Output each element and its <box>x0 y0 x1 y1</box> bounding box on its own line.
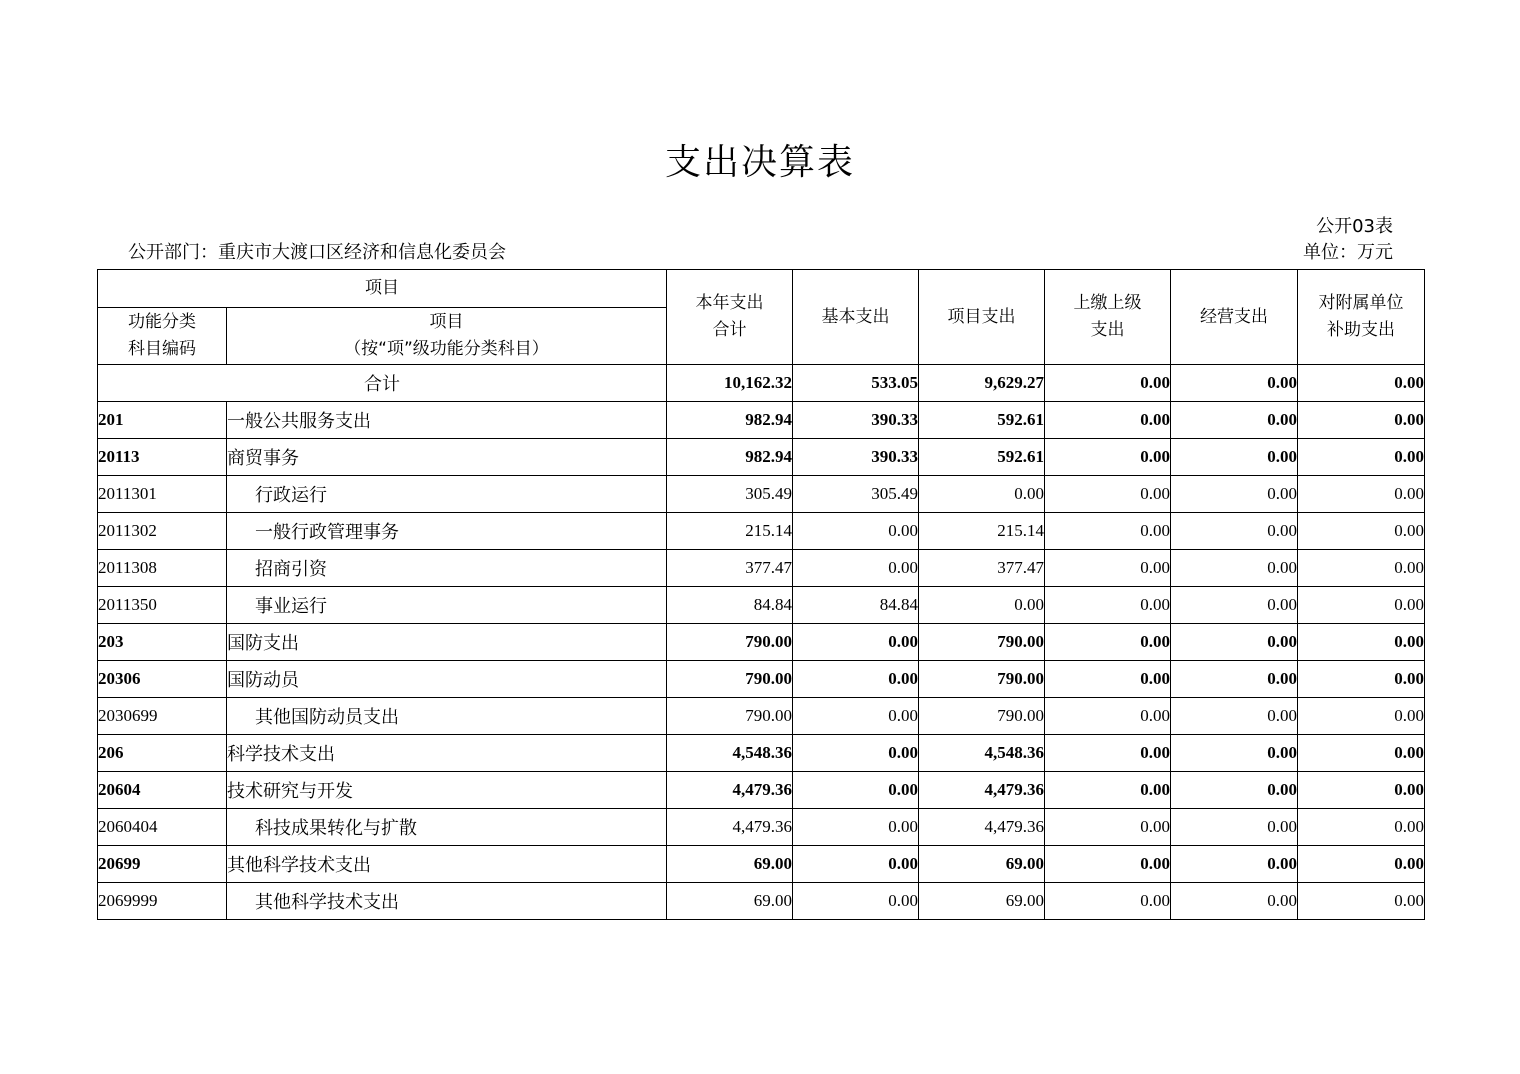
row-code: 206 <box>98 735 227 772</box>
row-basic: 390.33 <box>793 402 919 439</box>
row-basic: 305.49 <box>793 476 919 513</box>
row-subsidy: 0.00 <box>1298 550 1425 587</box>
row-name: 科技成果转化与扩散 <box>227 809 667 846</box>
row-upper: 0.00 <box>1045 402 1171 439</box>
table-row <box>98 735 1425 772</box>
row-project: 592.61 <box>919 402 1045 439</box>
row-upper: 0.00 <box>1045 772 1171 809</box>
row-basic: 390.33 <box>793 439 919 476</box>
row-business: 0.00 <box>1171 772 1298 809</box>
total-label: 合计 <box>98 365 667 402</box>
header-business: 经营支出 <box>1171 270 1298 365</box>
row-basic: 0.00 <box>793 883 919 920</box>
row-subsidy: 0.00 <box>1298 439 1425 476</box>
row-business: 0.00 <box>1171 624 1298 661</box>
row-name: 国防动员 <box>227 661 667 698</box>
row-name: 科学技术支出 <box>227 735 667 772</box>
row-business: 0.00 <box>1171 735 1298 772</box>
row-basic: 0.00 <box>793 809 919 846</box>
row-subsidy: 0.00 <box>1298 735 1425 772</box>
row-code: 20699 <box>98 846 227 883</box>
total-cell-business: 0.00 <box>1171 365 1298 402</box>
header-upper: 上缴上级 支出 <box>1045 270 1171 365</box>
unit-label: 单位：万元 <box>1303 242 1393 263</box>
row-business: 0.00 <box>1171 809 1298 846</box>
row-upper: 0.00 <box>1045 883 1171 920</box>
row-business: 0.00 <box>1171 476 1298 513</box>
total-cell-total: 10,162.32 <box>667 365 793 402</box>
row-code: 20306 <box>98 661 227 698</box>
row-total: 982.94 <box>667 439 793 476</box>
row-name: 一般行政管理事务 <box>227 513 667 550</box>
row-upper: 0.00 <box>1045 698 1171 735</box>
row-project: 69.00 <box>919 846 1045 883</box>
row-total: 790.00 <box>667 624 793 661</box>
header-project: 项目支出 <box>919 270 1045 365</box>
row-total: 69.00 <box>667 883 793 920</box>
header-total: 本年支出 合计 <box>667 270 793 365</box>
row-business: 0.00 <box>1171 587 1298 624</box>
row-code: 201 <box>98 402 227 439</box>
row-name: 事业运行 <box>227 587 667 624</box>
table-row <box>98 513 1425 550</box>
table-number: 公开03表 <box>1316 216 1393 237</box>
row-project: 377.47 <box>919 550 1045 587</box>
row-code: 2011308 <box>98 550 227 587</box>
header-code: 功能分类 科目编码 <box>98 308 227 365</box>
row-basic: 0.00 <box>793 698 919 735</box>
row-basic: 0.00 <box>793 624 919 661</box>
header-basic: 基本支出 <box>793 270 919 365</box>
row-subsidy: 0.00 <box>1298 809 1425 846</box>
row-basic: 0.00 <box>793 772 919 809</box>
row-code: 2011302 <box>98 513 227 550</box>
row-name: 商贸事务 <box>227 439 667 476</box>
row-basic: 0.00 <box>793 513 919 550</box>
row-name: 一般公共服务支出 <box>227 402 667 439</box>
total-cell-project: 9,629.27 <box>919 365 1045 402</box>
row-subsidy: 0.00 <box>1298 513 1425 550</box>
row-total: 215.14 <box>667 513 793 550</box>
row-code: 2030699 <box>98 698 227 735</box>
row-business: 0.00 <box>1171 661 1298 698</box>
row-upper: 0.00 <box>1045 735 1171 772</box>
row-subsidy: 0.00 <box>1298 661 1425 698</box>
row-business: 0.00 <box>1171 439 1298 476</box>
total-cell-upper: 0.00 <box>1045 365 1171 402</box>
row-name: 其他科学技术支出 <box>227 846 667 883</box>
table-row <box>98 698 1425 735</box>
department-label: 公开部门：重庆市大渡口区经济和信息化委员会 <box>128 242 506 263</box>
table-row <box>98 883 1425 920</box>
row-project: 4,548.36 <box>919 735 1045 772</box>
row-project: 592.61 <box>919 439 1045 476</box>
row-total: 377.47 <box>667 550 793 587</box>
row-upper: 0.00 <box>1045 624 1171 661</box>
table-row <box>98 402 1425 439</box>
row-subsidy: 0.00 <box>1298 846 1425 883</box>
row-project: 0.00 <box>919 587 1045 624</box>
row-project: 790.00 <box>919 661 1045 698</box>
table-row <box>98 476 1425 513</box>
row-subsidy: 0.00 <box>1298 402 1425 439</box>
row-name: 行政运行 <box>227 476 667 513</box>
table-row <box>98 661 1425 698</box>
row-project: 4,479.36 <box>919 809 1045 846</box>
row-business: 0.00 <box>1171 550 1298 587</box>
row-subsidy: 0.00 <box>1298 476 1425 513</box>
row-basic: 0.00 <box>793 550 919 587</box>
row-code: 2011301 <box>98 476 227 513</box>
row-business: 0.00 <box>1171 513 1298 550</box>
row-total: 790.00 <box>667 661 793 698</box>
row-subsidy: 0.00 <box>1298 587 1425 624</box>
row-basic: 0.00 <box>793 735 919 772</box>
row-project: 4,479.36 <box>919 772 1045 809</box>
row-name: 国防支出 <box>227 624 667 661</box>
row-total: 4,548.36 <box>667 735 793 772</box>
row-name: 其他科学技术支出 <box>227 883 667 920</box>
row-code: 20113 <box>98 439 227 476</box>
row-total: 4,479.36 <box>667 809 793 846</box>
row-basic: 0.00 <box>793 846 919 883</box>
header-name: 项目 （按“项”级功能分类科目） <box>227 308 667 365</box>
row-project: 69.00 <box>919 883 1045 920</box>
row-upper: 0.00 <box>1045 439 1171 476</box>
table-row <box>98 624 1425 661</box>
row-business: 0.00 <box>1171 883 1298 920</box>
row-project: 790.00 <box>919 624 1045 661</box>
row-basic: 0.00 <box>793 661 919 698</box>
row-upper: 0.00 <box>1045 513 1171 550</box>
row-subsidy: 0.00 <box>1298 624 1425 661</box>
row-subsidy: 0.00 <box>1298 772 1425 809</box>
row-total: 84.84 <box>667 587 793 624</box>
row-upper: 0.00 <box>1045 476 1171 513</box>
row-business: 0.00 <box>1171 402 1298 439</box>
table-row <box>98 772 1425 809</box>
row-business: 0.00 <box>1171 846 1298 883</box>
row-project: 0.00 <box>919 476 1045 513</box>
table-row <box>98 846 1425 883</box>
row-total: 982.94 <box>667 402 793 439</box>
table-row <box>98 439 1425 476</box>
total-cell-basic: 533.05 <box>793 365 919 402</box>
expenditure-table <box>97 269 1425 920</box>
page-title: 支出决算表 <box>664 142 855 183</box>
header-item: 项目 <box>98 270 667 308</box>
row-project: 215.14 <box>919 513 1045 550</box>
row-project: 790.00 <box>919 698 1045 735</box>
row-total: 790.00 <box>667 698 793 735</box>
row-code: 2011350 <box>98 587 227 624</box>
row-upper: 0.00 <box>1045 846 1171 883</box>
row-name: 其他国防动员支出 <box>227 698 667 735</box>
row-code: 20604 <box>98 772 227 809</box>
row-code: 203 <box>98 624 227 661</box>
row-upper: 0.00 <box>1045 550 1171 587</box>
header-subsidy: 对附属单位 补助支出 <box>1298 270 1425 365</box>
row-total: 305.49 <box>667 476 793 513</box>
row-name: 技术研究与开发 <box>227 772 667 809</box>
header-row-1 <box>98 270 1425 308</box>
row-name: 招商引资 <box>227 550 667 587</box>
row-upper: 0.00 <box>1045 809 1171 846</box>
row-business: 0.00 <box>1171 698 1298 735</box>
total-cell-subsidy: 0.00 <box>1298 365 1425 402</box>
table-row <box>98 587 1425 624</box>
row-total: 69.00 <box>667 846 793 883</box>
table-row <box>98 550 1425 587</box>
row-upper: 0.00 <box>1045 661 1171 698</box>
row-upper: 0.00 <box>1045 587 1171 624</box>
row-code: 2060404 <box>98 809 227 846</box>
total-row <box>98 365 1425 402</box>
row-subsidy: 0.00 <box>1298 698 1425 735</box>
row-subsidy: 0.00 <box>1298 883 1425 920</box>
row-code: 2069999 <box>98 883 227 920</box>
table-row <box>98 809 1425 846</box>
row-basic: 84.84 <box>793 587 919 624</box>
row-total: 4,479.36 <box>667 772 793 809</box>
